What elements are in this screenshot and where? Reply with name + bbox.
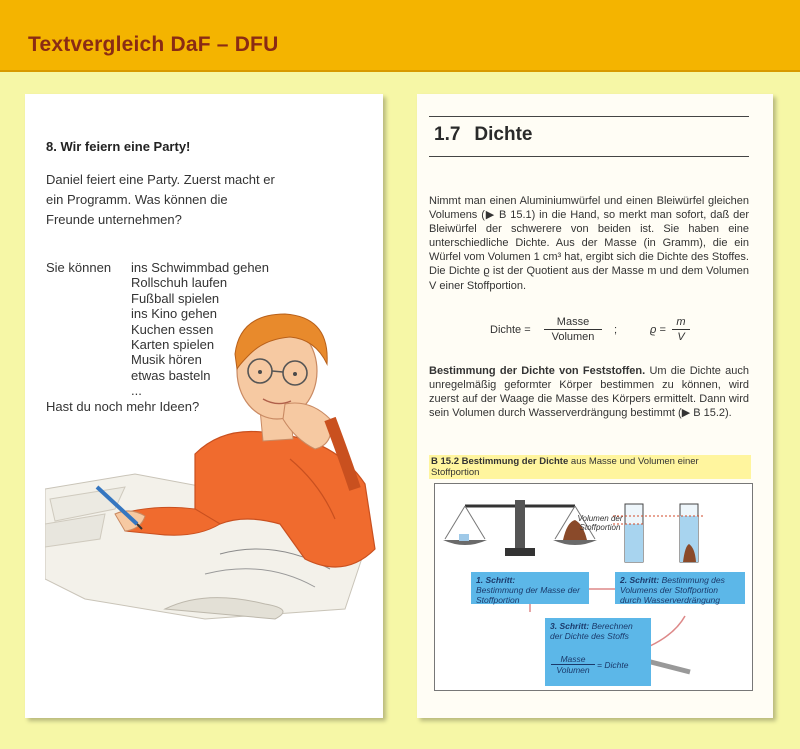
result-denominator: Volumen [556, 665, 590, 675]
figure-caption [429, 455, 751, 479]
left-intro [46, 170, 291, 230]
step1-text: Bestimmung der Masse der Stoffportion [476, 585, 580, 605]
formula-lhs: Dichte = [490, 324, 531, 336]
section-heading [434, 124, 533, 146]
paragraph-density: Nimmt man einen Aluminiumwürfel und einen Bleiwürfel gleichen Volumens (▶ B 15.1) in die Hand, so merkt man sofort, daß der Bleiwürfel der schwerere von beiden ist. Sie haben eine unterschiedliche Dichte. Aus der Masse (in Gramm), die ein Würfel vom Volumen 1 cm³ hat, ergibt sich die Dichte des Stoffes. Die Dichte ϱ ist der Quotient aus der Masse m und dem Volumen V einer Stoffportion. [429, 195, 749, 292]
step2-title: 2. Schritt: [620, 575, 660, 585]
title-rule [429, 156, 749, 157]
list-item: ... [131, 383, 142, 399]
section-number: 1.7 [434, 124, 461, 145]
figure-caption-rest: aus Masse und Volumen einer Stoffportion [431, 456, 699, 478]
result-numerator: Masse [560, 654, 586, 664]
result-rhs: = Dichte [597, 660, 629, 670]
result-fraction [551, 654, 595, 675]
step3-title: 3. Schritt: [550, 621, 590, 631]
paragraph-solids-text: Um die Dichte auch unregelmäßig geformter Körper bestimmen zu können, wird zuerst auf der Waage die Masse des Körpers ermittelt. Dann wird sein Volumen durch Wasserverdrängung bestimmt (▶ B 15.2). [429, 365, 749, 420]
density-formula [490, 316, 730, 346]
formula-fraction [544, 316, 602, 343]
right-page [417, 94, 773, 718]
intro-line: ein Programm. Was können die [46, 192, 228, 207]
paragraph-solids-heading: Bestimmung der Dichte von Feststoffen. [429, 365, 646, 377]
intro-line: Daniel feiert eine Party. Zuerst macht er [46, 172, 275, 187]
activities-lead: Sie können [46, 260, 112, 275]
step3-text: Berechnen der Dichte des Stoffs [550, 621, 633, 641]
volume-label: Volumen der Stoffportion [577, 514, 623, 532]
density-figure [434, 483, 753, 691]
formula-denominator: Volumen [551, 331, 595, 343]
list-item: Musik hören [131, 352, 202, 368]
page-title: Textvergleich DaF – DFU [28, 33, 279, 56]
activities-list [131, 260, 269, 399]
step1-box [471, 572, 589, 604]
step3-box [545, 618, 651, 686]
list-item: Rollschuh laufen [131, 275, 228, 291]
top-rule [429, 116, 749, 117]
rho-numerator: m [676, 316, 686, 328]
rho-fraction [672, 316, 690, 343]
rho-denominator: V [677, 331, 685, 343]
rho-lhs: ϱ = [650, 324, 666, 336]
list-item: Kuchen essen [131, 321, 214, 337]
figure-caption-bold: B 15.2 Bestimmung der Dichte [431, 456, 569, 467]
list-item: etwas basteln [131, 367, 211, 383]
list-item: Karten spielen [131, 337, 215, 353]
formula-numerator: Masse [556, 316, 590, 328]
header-bar [0, 0, 800, 72]
left-question: Hast du noch mehr Ideen? [46, 399, 200, 414]
section-title: Dichte [474, 124, 533, 145]
paragraph-solids [429, 364, 749, 420]
list-item: ins Kino gehen [131, 306, 218, 322]
list-item: Fußball spielen [131, 290, 220, 306]
step2-text: Bestimmung des Volumens der Stoffportion durch Wasserverdrängung [620, 575, 725, 605]
left-heading: 8. Wir feiern eine Party! [46, 139, 191, 154]
left-page [25, 94, 383, 718]
list-item: ins Schwimmbad gehen [131, 260, 270, 275]
formula-separator: ; [614, 324, 618, 336]
step1-title: 1. Schritt: [476, 575, 516, 585]
step2-box [615, 572, 745, 604]
intro-line: Freunde unternehmen? [46, 212, 182, 227]
